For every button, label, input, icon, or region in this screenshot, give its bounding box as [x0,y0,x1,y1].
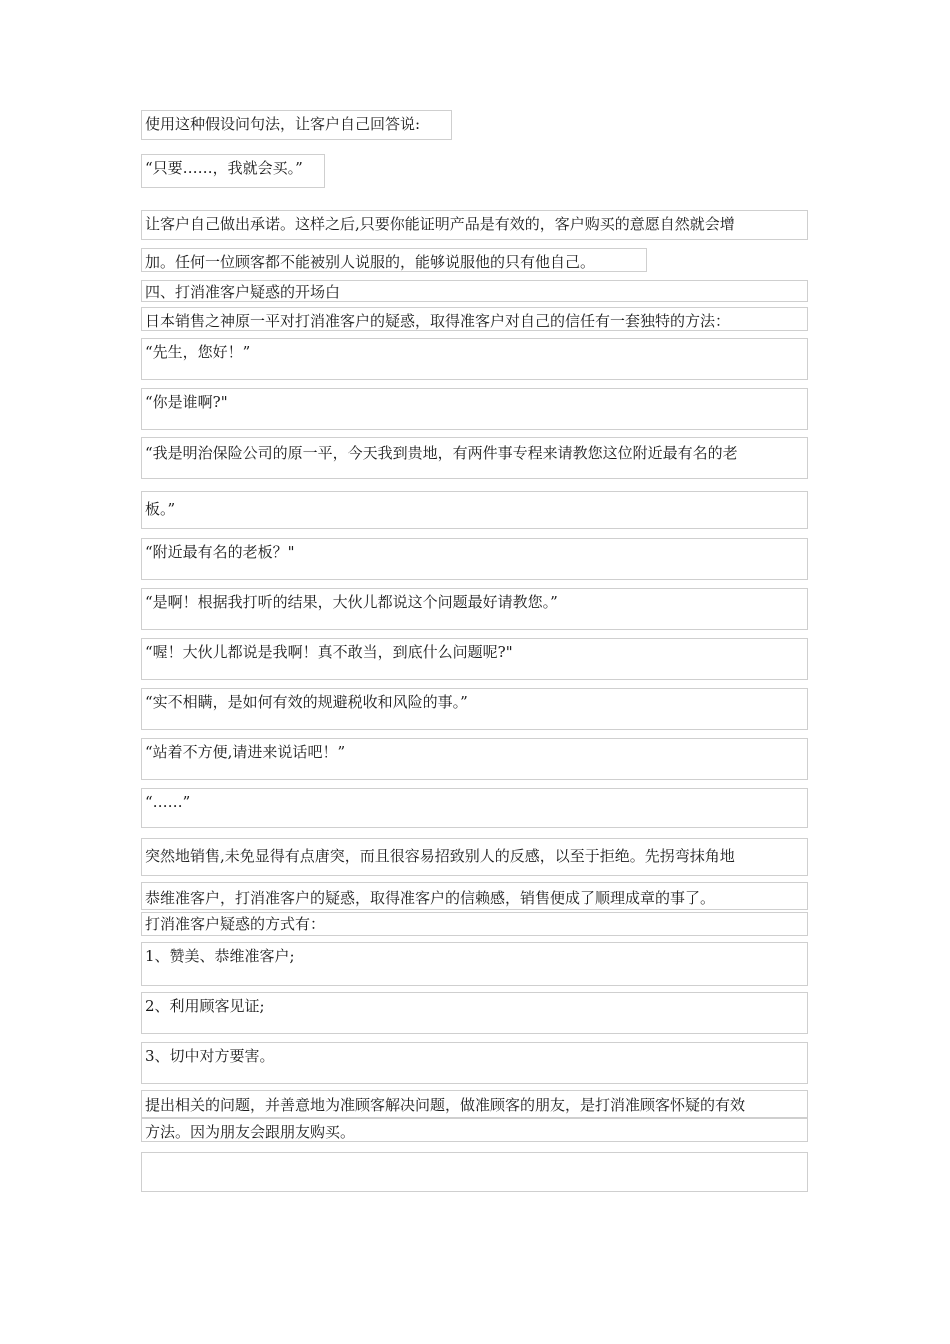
dialogue-line: “你是谁啊?" [141,388,808,430]
list-item: 3、切中对方要害。 [141,1042,808,1084]
text-line: 方法。因为朋友会跟朋友购买。 [141,1118,808,1142]
text-line: “只要……，我就会买。” [141,154,325,188]
dialogue-line: “附近最有名的老板？" [141,538,808,580]
dialogue-line: “是啊！根据我打听的结果，大伙儿都说这个问题最好请教您。” [141,588,808,630]
text-line: 日本销售之神原一平对打消准客户的疑惑，取得准客户对自己的信任有一套独特的方法： [141,307,808,331]
dialogue-line: “……” [141,788,808,828]
dialogue-line: “先生，您好！” [141,338,808,380]
section-heading: 四、打消准客户疑惑的开场白 [141,280,808,302]
text-line: 使用这种假设问句法，让客户自己回答说: [141,110,452,140]
list-item: 2、利用顾客见证; [141,992,808,1034]
dialogue-line: 板。” [141,491,808,529]
text-line: 加。任何一位顾客都不能被别人说服的，能够说服他的只有他自己。 [141,248,647,272]
dialogue-line: “喔！大伙儿都说是我啊！真不敢当，到底什么问题呢?" [141,638,808,680]
text-line: 恭维准客户，打消准客户的疑惑，取得准客户的信赖感，销售便成了顺理成章的事了。 [141,882,808,910]
dialogue-line: “站着不方便,请进来说话吧！” [141,738,808,780]
dialogue-line: “我是明治保险公司的原一平，今天我到贵地，有两件事专程来请教您这位附近最有名的老 [141,437,808,479]
text-line: 提出相关的问题，并善意地为准顾客解决问题，做准顾客的朋友，是打消准顾客怀疑的有效 [141,1090,808,1118]
list-item: 1、赞美、恭维准客户; [141,942,808,986]
dialogue-line: “实不相瞒，是如何有效的规避税收和风险的事。” [141,688,808,730]
text-line: 让客户自己做出承诺。这样之后,只要你能证明产品是有效的，客户购买的意愿自然就会增 [141,210,808,240]
text-line: 突然地销售,未免显得有点唐突，而且很容易招致别人的反感，以至于拒绝。先拐弯抹角地 [141,838,808,876]
text-line: 打消准客户疑惑的方式有： [141,912,808,936]
empty-line [141,1152,808,1192]
